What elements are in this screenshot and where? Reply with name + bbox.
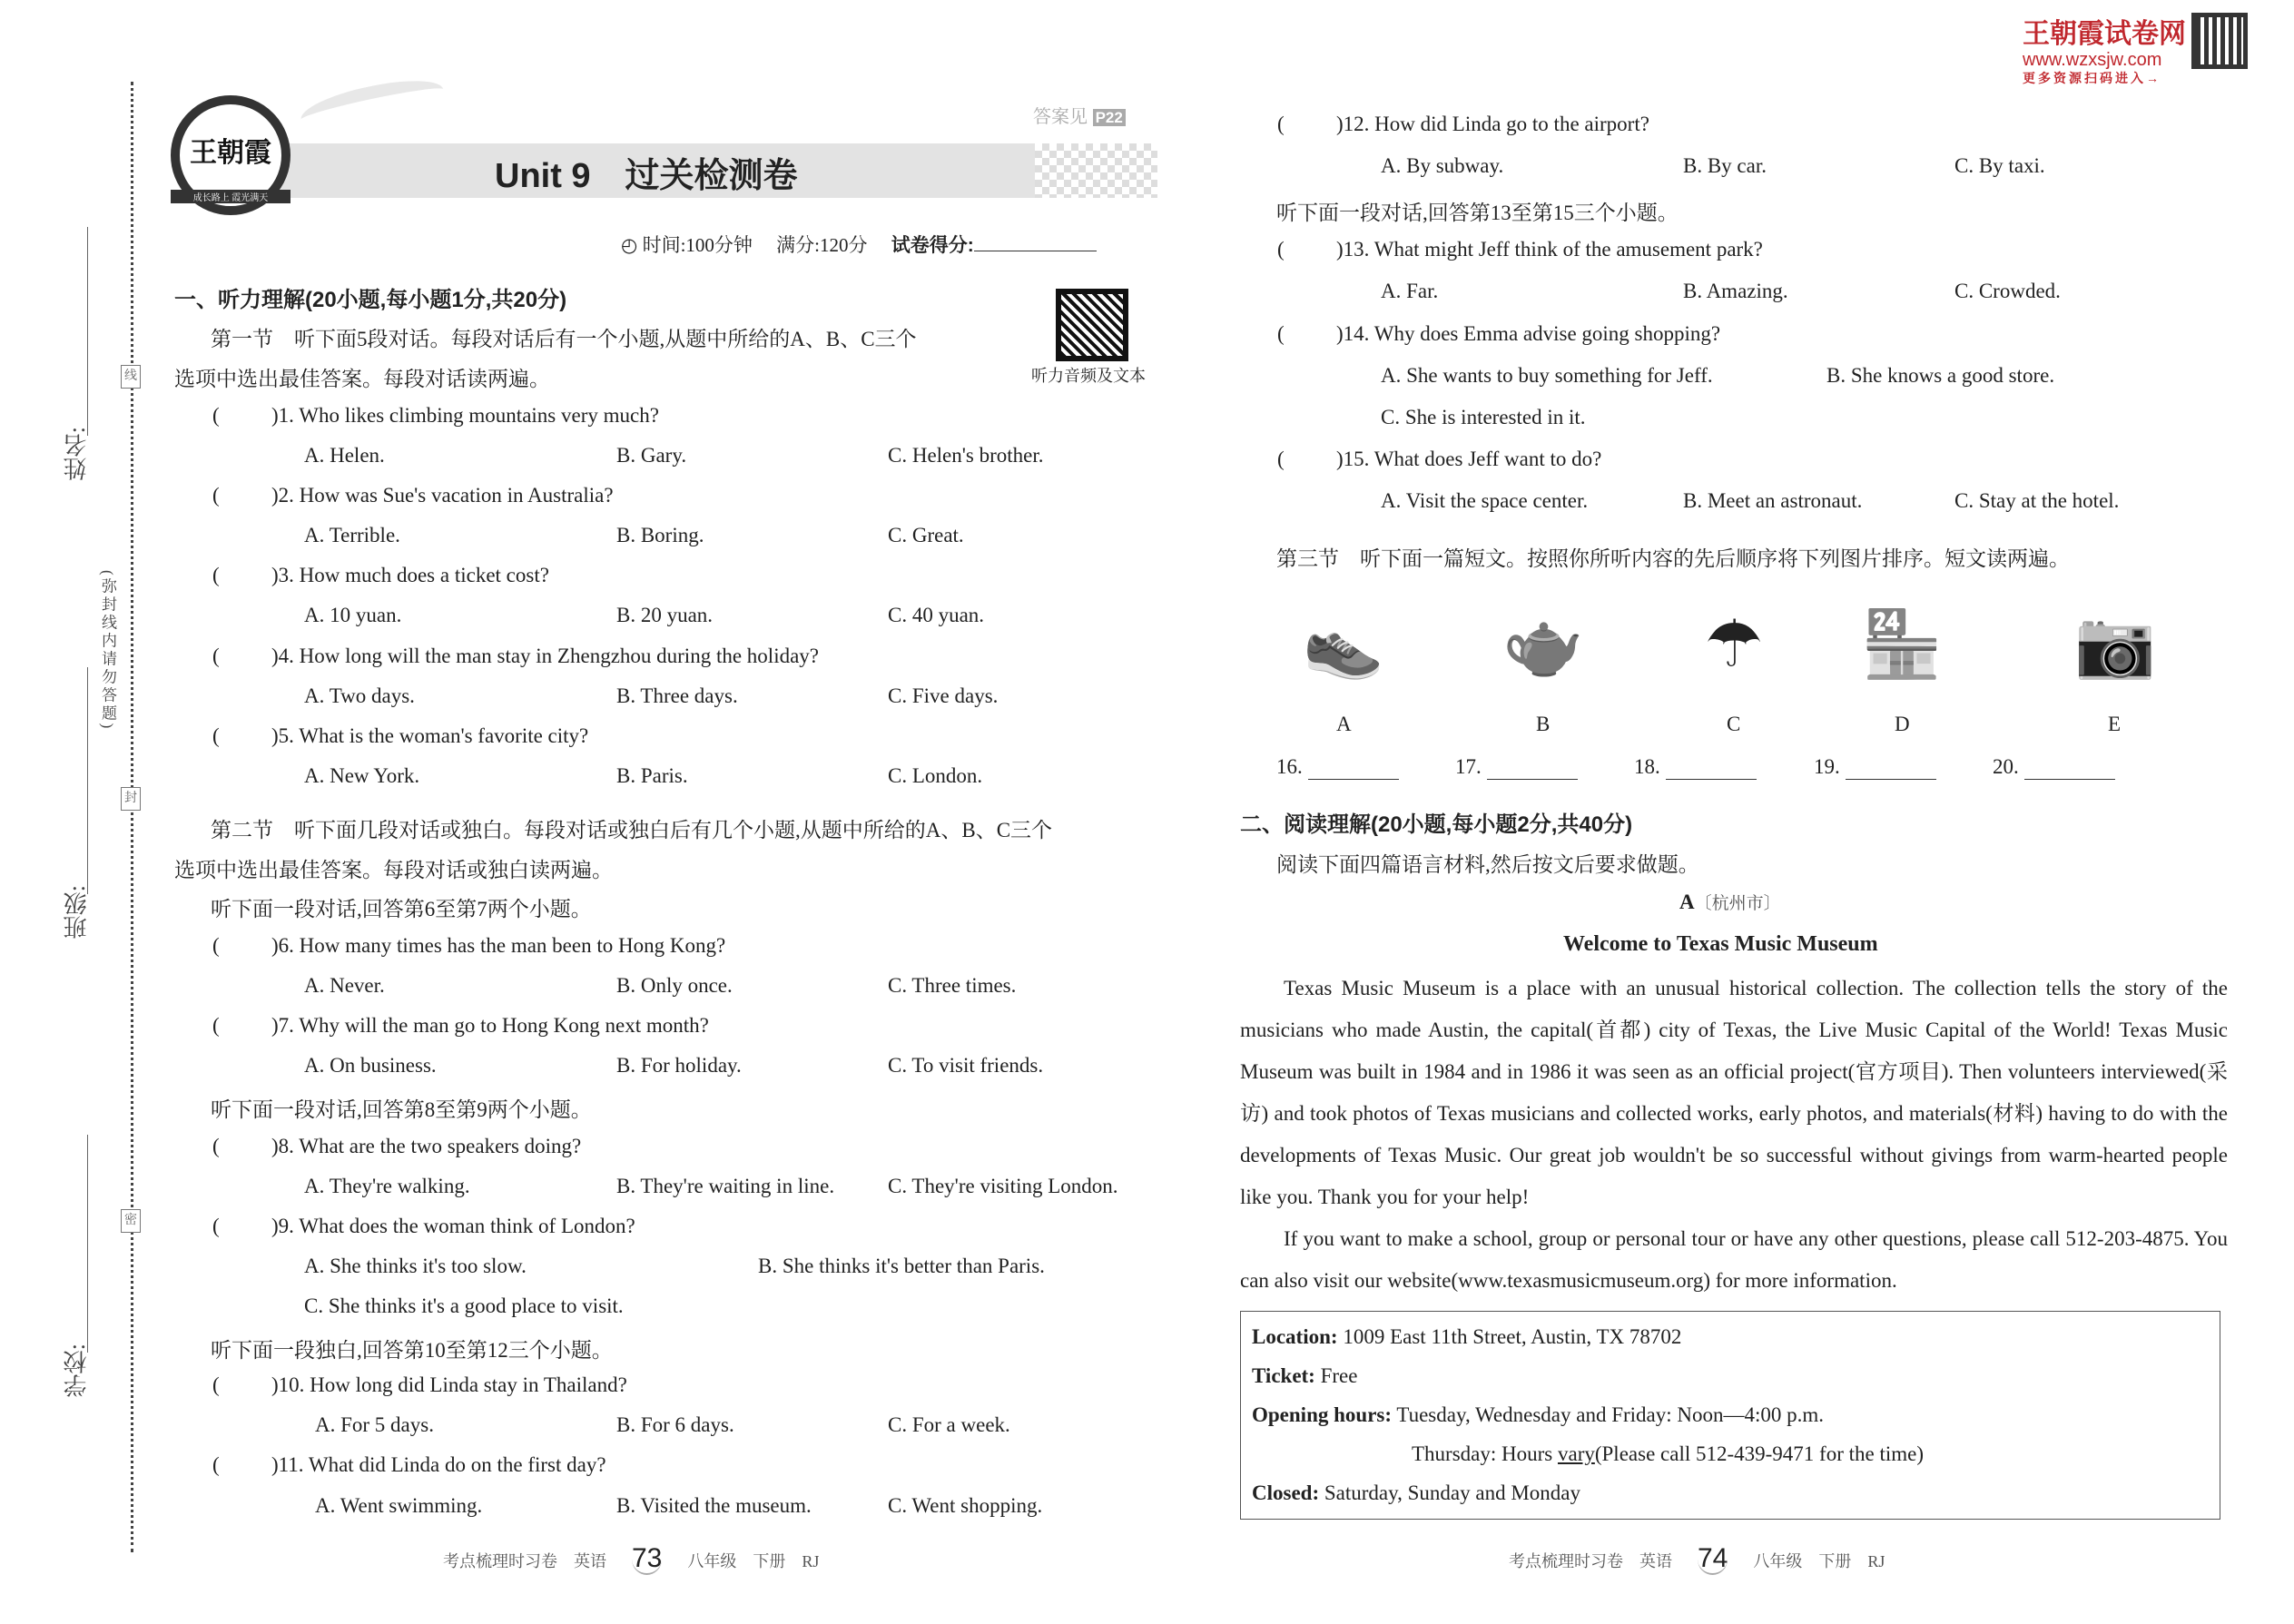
option-a: A. 10 yuan.: [304, 604, 402, 626]
option-a: A. By subway.: [1381, 154, 1504, 177]
order-blank[interactable]: [1814, 755, 1936, 780]
umbrella-icon: ☂: [1704, 608, 1764, 681]
hours-weekdays: Tuesday, Wednesday and Friday: Noon—4:00 p.m.: [1396, 1403, 1825, 1426]
brand-block[interactable]: [2023, 11, 2186, 87]
question-text: )2. How was Sue's vacation in Australia?: [271, 484, 614, 507]
location-label: Location:: [1252, 1325, 1338, 1348]
passage-heading: [1679, 890, 1781, 914]
answer-blank[interactable]: (: [212, 564, 220, 586]
answer-blank[interactable]: (: [212, 1453, 220, 1476]
blank-number: 19.: [1814, 755, 1840, 778]
option-a: A. Went swimming.: [315, 1494, 483, 1517]
order-blank[interactable]: [1276, 755, 1399, 780]
answer-blank[interactable]: (: [1277, 322, 1285, 345]
footer-left-title: 考点梳理时习卷 英语: [443, 1552, 606, 1570]
seal-mark-secret: 密: [121, 1209, 141, 1233]
option-c: C. Went shopping.: [888, 1494, 1043, 1517]
part1-instructions-1: 第一节 听下面5段对话。每段对话后有一个小题,从题中所给的A、B、C三个: [211, 328, 917, 350]
option-c: C. For a week.: [888, 1413, 1010, 1436]
blank-number: 20.: [1993, 755, 2019, 778]
option-b: B. Only once.: [616, 974, 733, 997]
brand-url[interactable]: www.wzxsjw.com: [2023, 50, 2162, 70]
sneakers-icon: 👟: [1303, 608, 1384, 681]
picture-d: [1847, 595, 1956, 694]
part2-instructions-2: 选项中选出最佳答案。每段对话或独白读两遍。: [174, 859, 613, 881]
footer-right: [1509, 1543, 1885, 1574]
answer-blank[interactable]: (: [1277, 448, 1285, 470]
picture-label: C: [1727, 713, 1741, 735]
seal-dotted-line: [131, 82, 133, 1552]
option-b: B. She thinks it's better than Paris.: [758, 1255, 1045, 1277]
answer-ref: [1033, 102, 1126, 128]
picture-a: [1289, 595, 1398, 694]
answer-blank[interactable]: (: [212, 1373, 220, 1396]
info-hours: [1252, 1395, 2209, 1434]
footer-right-title: 考点梳理时习卷 英语: [1509, 1552, 1672, 1570]
tea-set-icon: 🫖: [1502, 608, 1584, 681]
hours-thursday: Thursday: Hours: [1412, 1442, 1558, 1465]
option-c: C. By taxi.: [1954, 154, 2045, 177]
name-underline: [87, 227, 88, 436]
picture-label: E: [2108, 713, 2122, 735]
question-text: )15. What does Jeff want to do?: [1336, 448, 1602, 470]
option-c: C. London.: [888, 764, 983, 787]
part3-instructions: 第三节 听下面一篇短文。按照你所听内容的先后顺序将下列图片排序。短文读两遍。: [1276, 547, 2070, 570]
option-b: B. She knows a good store.: [1826, 364, 2055, 387]
logo-text: 王朝霞: [190, 138, 271, 168]
picture-c: [1679, 595, 1788, 694]
brand-cta: 更多资源扫码进入→: [2023, 71, 2161, 85]
intro-6-7: 听下面一段对话,回答第6至第7两个小题。: [211, 898, 592, 920]
class-underline: [87, 667, 88, 894]
museum-info-box: [1240, 1311, 2220, 1520]
order-blank[interactable]: [1455, 755, 1578, 780]
logo-slogan: 成长路上 霞光满天: [171, 190, 290, 203]
answer-blank[interactable]: (: [1277, 238, 1285, 261]
hours-label: Opening hours:: [1252, 1403, 1393, 1426]
option-c: C. Crowded.: [1954, 280, 2061, 302]
order-blank[interactable]: [1634, 755, 1757, 780]
blank-line[interactable]: [1846, 755, 1936, 780]
picture-label: B: [1536, 713, 1551, 735]
audio-qr-code[interactable]: [1056, 289, 1128, 361]
option-b: B. For 6 days.: [616, 1413, 734, 1436]
intro-8-9: 听下面一段对话,回答第8至第9两个小题。: [211, 1098, 592, 1121]
blank-line[interactable]: [1487, 755, 1578, 780]
seal-mark-seal: 封: [121, 787, 141, 811]
option-a: A. They're walking.: [304, 1175, 470, 1197]
question-text: )3. How much does a ticket cost?: [271, 564, 549, 586]
camera-icon: 📷: [2074, 608, 2156, 681]
picture-e: [2061, 595, 2170, 694]
question-text: )4. How long will the man stay in Zhengzhou during the holiday?: [271, 645, 819, 667]
answer-page-badge: P22: [1093, 109, 1126, 126]
option-b: B. By car.: [1683, 154, 1767, 177]
passage-label: A: [1679, 891, 1695, 913]
option-b: B. Boring.: [616, 524, 704, 546]
option-a: A. New York.: [304, 764, 420, 787]
school-underline: [87, 1135, 88, 1353]
option-a: A. Never.: [304, 974, 385, 997]
question-text: )11. What did Linda do on the first day?: [271, 1453, 606, 1476]
exam-meta: [621, 231, 1097, 258]
info-closed: [1252, 1473, 2209, 1512]
ticket-value: Free: [1320, 1364, 1358, 1387]
option-a: A. For 5 days.: [315, 1413, 434, 1436]
answer-blank[interactable]: (: [212, 484, 220, 507]
answer-blank[interactable]: (: [212, 404, 220, 427]
answer-blank[interactable]: (: [1277, 113, 1285, 135]
question-text: )14. Why does Emma advise going shopping?: [1336, 322, 1721, 345]
page-number-right: 74: [1698, 1543, 1728, 1573]
option-a: A. Terrible.: [304, 524, 400, 546]
blank-line[interactable]: [1666, 755, 1757, 780]
ribbon-decoration: [298, 72, 448, 137]
option-b: B. For holiday.: [616, 1054, 742, 1077]
question-text: )1. Who likes climbing mountains very much?: [271, 404, 659, 427]
section2-intro: 阅读下面四篇语言材料,然后按文后要求做题。: [1276, 853, 1699, 876]
answer-blank[interactable]: (: [212, 934, 220, 957]
option-b: B. They're waiting in line.: [616, 1175, 835, 1197]
option-b: B. Paris.: [616, 764, 688, 787]
option-a: A. Visit the space center.: [1381, 489, 1589, 512]
closed-label: Closed:: [1252, 1481, 1320, 1504]
option-b: B. Three days.: [616, 684, 738, 707]
option-a: A. Far.: [1381, 280, 1439, 302]
clock-icon: ◴: [621, 234, 638, 256]
option-a: A. Two days.: [304, 684, 415, 707]
seal-notice: (弥封线内请勿答题): [99, 570, 116, 732]
school-label: 学校:: [64, 1343, 90, 1398]
question-text: )7. Why will the man go to Hong Kong next month?: [271, 1014, 709, 1037]
option-c: C. She thinks it's a good place to visit.: [304, 1294, 624, 1317]
blank-number: 17.: [1455, 755, 1482, 778]
section2-title: 二、阅读理解(20小题,每小题2分,共40分): [1240, 812, 1633, 837]
option-c: C. Stay at the hotel.: [1954, 489, 2120, 512]
time-limit: 时间:100分钟: [642, 234, 753, 256]
question-text: )5. What is the woman's favorite city?: [271, 724, 589, 747]
option-c: C. To visit friends.: [888, 1054, 1044, 1077]
answer-ref-label: 答案见: [1033, 107, 1088, 127]
picture-label: D: [1895, 713, 1910, 735]
option-b: B. Gary.: [616, 444, 687, 467]
option-c: C. 40 yuan.: [888, 604, 985, 626]
hours-thursday-note: (Please call 512-439-9471 for the time): [1594, 1442, 1924, 1465]
section1-title: 一、听力理解(20小题,每小题1分,共20分): [174, 288, 567, 312]
qr-caption: 听力音频及文本: [1031, 367, 1146, 385]
option-c: C. They're visiting London.: [888, 1175, 1118, 1197]
option-c: C. Five days.: [888, 684, 999, 707]
info-location: [1252, 1317, 2209, 1356]
option-b: B. 20 yuan.: [616, 604, 714, 626]
answer-blank[interactable]: (: [212, 1014, 220, 1037]
option-b: B. Amazing.: [1683, 280, 1788, 302]
option-b: B. Meet an astronaut.: [1683, 489, 1863, 512]
option-a: A. Helen.: [304, 444, 385, 467]
option-c: C. Great.: [888, 524, 964, 546]
part2-instructions-1: 第二节 听下面几段对话或独白。每段对话或独白后有几个小题,从题中所给的A、B、C三个: [211, 819, 1053, 842]
option-a: A. She thinks it's too slow.: [304, 1255, 527, 1277]
vary-word: vary: [1557, 1442, 1595, 1465]
part1-instructions-2: 选项中选出最佳答案。每段对话读两遍。: [174, 368, 550, 390]
footer-left-grade: 八年级 下册 RJ: [687, 1552, 820, 1570]
intro-10-12: 听下面一段独白,回答第10至第12三个小题。: [211, 1339, 613, 1362]
info-hours-thursday: [1252, 1434, 2209, 1473]
location-value: 1009 East 11th Street, Austin, TX 78702: [1343, 1325, 1682, 1348]
blank-line[interactable]: [2024, 755, 2115, 780]
order-blank[interactable]: [1993, 755, 2115, 780]
brand-logo: [171, 95, 290, 215]
checker-decoration: [1035, 143, 1157, 198]
footer-right-grade: 八年级 下册 RJ: [1753, 1552, 1885, 1570]
option-c: C. Helen's brother.: [888, 444, 1044, 467]
question-text: )12. How did Linda go to the airport?: [1336, 113, 1649, 135]
page-number-left: 73: [632, 1543, 663, 1573]
passage-title: Welcome to Texas Music Museum: [1563, 932, 1878, 956]
picture-label: A: [1336, 713, 1352, 735]
picture-b: [1489, 595, 1598, 694]
name-label: 姓名:: [64, 427, 90, 481]
seal-mark-line: 线: [121, 365, 141, 389]
question-text: )8. What are the two speakers doing?: [271, 1135, 582, 1157]
footer-left: [443, 1543, 819, 1574]
answer-blank[interactable]: (: [212, 724, 220, 747]
class-label: 班级:: [64, 885, 90, 940]
passage-paragraph-2: If you want to make a school, group or personal tour or have any other questions, please call 512-203-4875. You can also visit our website(www.texasmusicmuseum.org) for more information.: [1240, 1227, 2228, 1292]
brand-name: 王朝霞试卷网: [2023, 19, 2186, 49]
passage-source: 〔杭州市〕: [1694, 894, 1781, 913]
question-text: )6. How many times has the man been to Hong Kong?: [271, 934, 726, 957]
answer-blank[interactable]: (: [212, 645, 220, 667]
info-ticket: [1252, 1356, 2209, 1395]
option-a: A. She wants to buy something for Jeff.: [1381, 364, 1713, 387]
score-label: 试卷得分:: [891, 235, 974, 256]
question-text: )9. What does the woman think of London?: [271, 1215, 635, 1237]
page-title: Unit 9 过关检测卷: [495, 157, 798, 195]
market-stall-icon: 🏪: [1861, 608, 1943, 681]
blank-number: 18.: [1634, 755, 1660, 778]
option-a: A. On business.: [304, 1054, 437, 1077]
option-c: C. Three times.: [888, 974, 1017, 997]
question-text: )13. What might Jeff think of the amusement park?: [1336, 238, 1763, 261]
brand-qr-code[interactable]: [2191, 13, 2248, 69]
answer-blank[interactable]: (: [212, 1135, 220, 1157]
blank-line[interactable]: [1308, 755, 1399, 780]
answer-blank[interactable]: (: [212, 1215, 220, 1237]
passage-paragraph-1: Texas Music Museum is a place with an unusual historical collection. The collection tells the story of the musicians who made Austin, the capital(首都) city of Texas, the Live Music Capital of the World! Texas Music Museum was built in 1984 and in 1986 it was seen as an official project(官方项目). Then volunteers interviewed(采访) and took photos of Texas musicians and collected works, early photos, and materials(材料) having to do with the developments of Texas Music. Our great job wouldn't be so successful without givings from warm-hearted people like you. Thank you for your help!: [1240, 977, 2228, 1208]
ticket-label: Ticket:: [1252, 1364, 1315, 1387]
option-c: C. She is interested in it.: [1381, 406, 1586, 428]
blank-number: 16.: [1276, 755, 1303, 778]
intro-13-15: 听下面一段对话,回答第13至第15三个小题。: [1276, 202, 1679, 224]
full-score: 满分:120分: [776, 234, 868, 256]
option-b: B. Visited the museum.: [616, 1494, 812, 1517]
closed-value: Saturday, Sunday and Monday: [1324, 1481, 1581, 1504]
question-text: )10. How long did Linda stay in Thailand?: [271, 1373, 627, 1396]
